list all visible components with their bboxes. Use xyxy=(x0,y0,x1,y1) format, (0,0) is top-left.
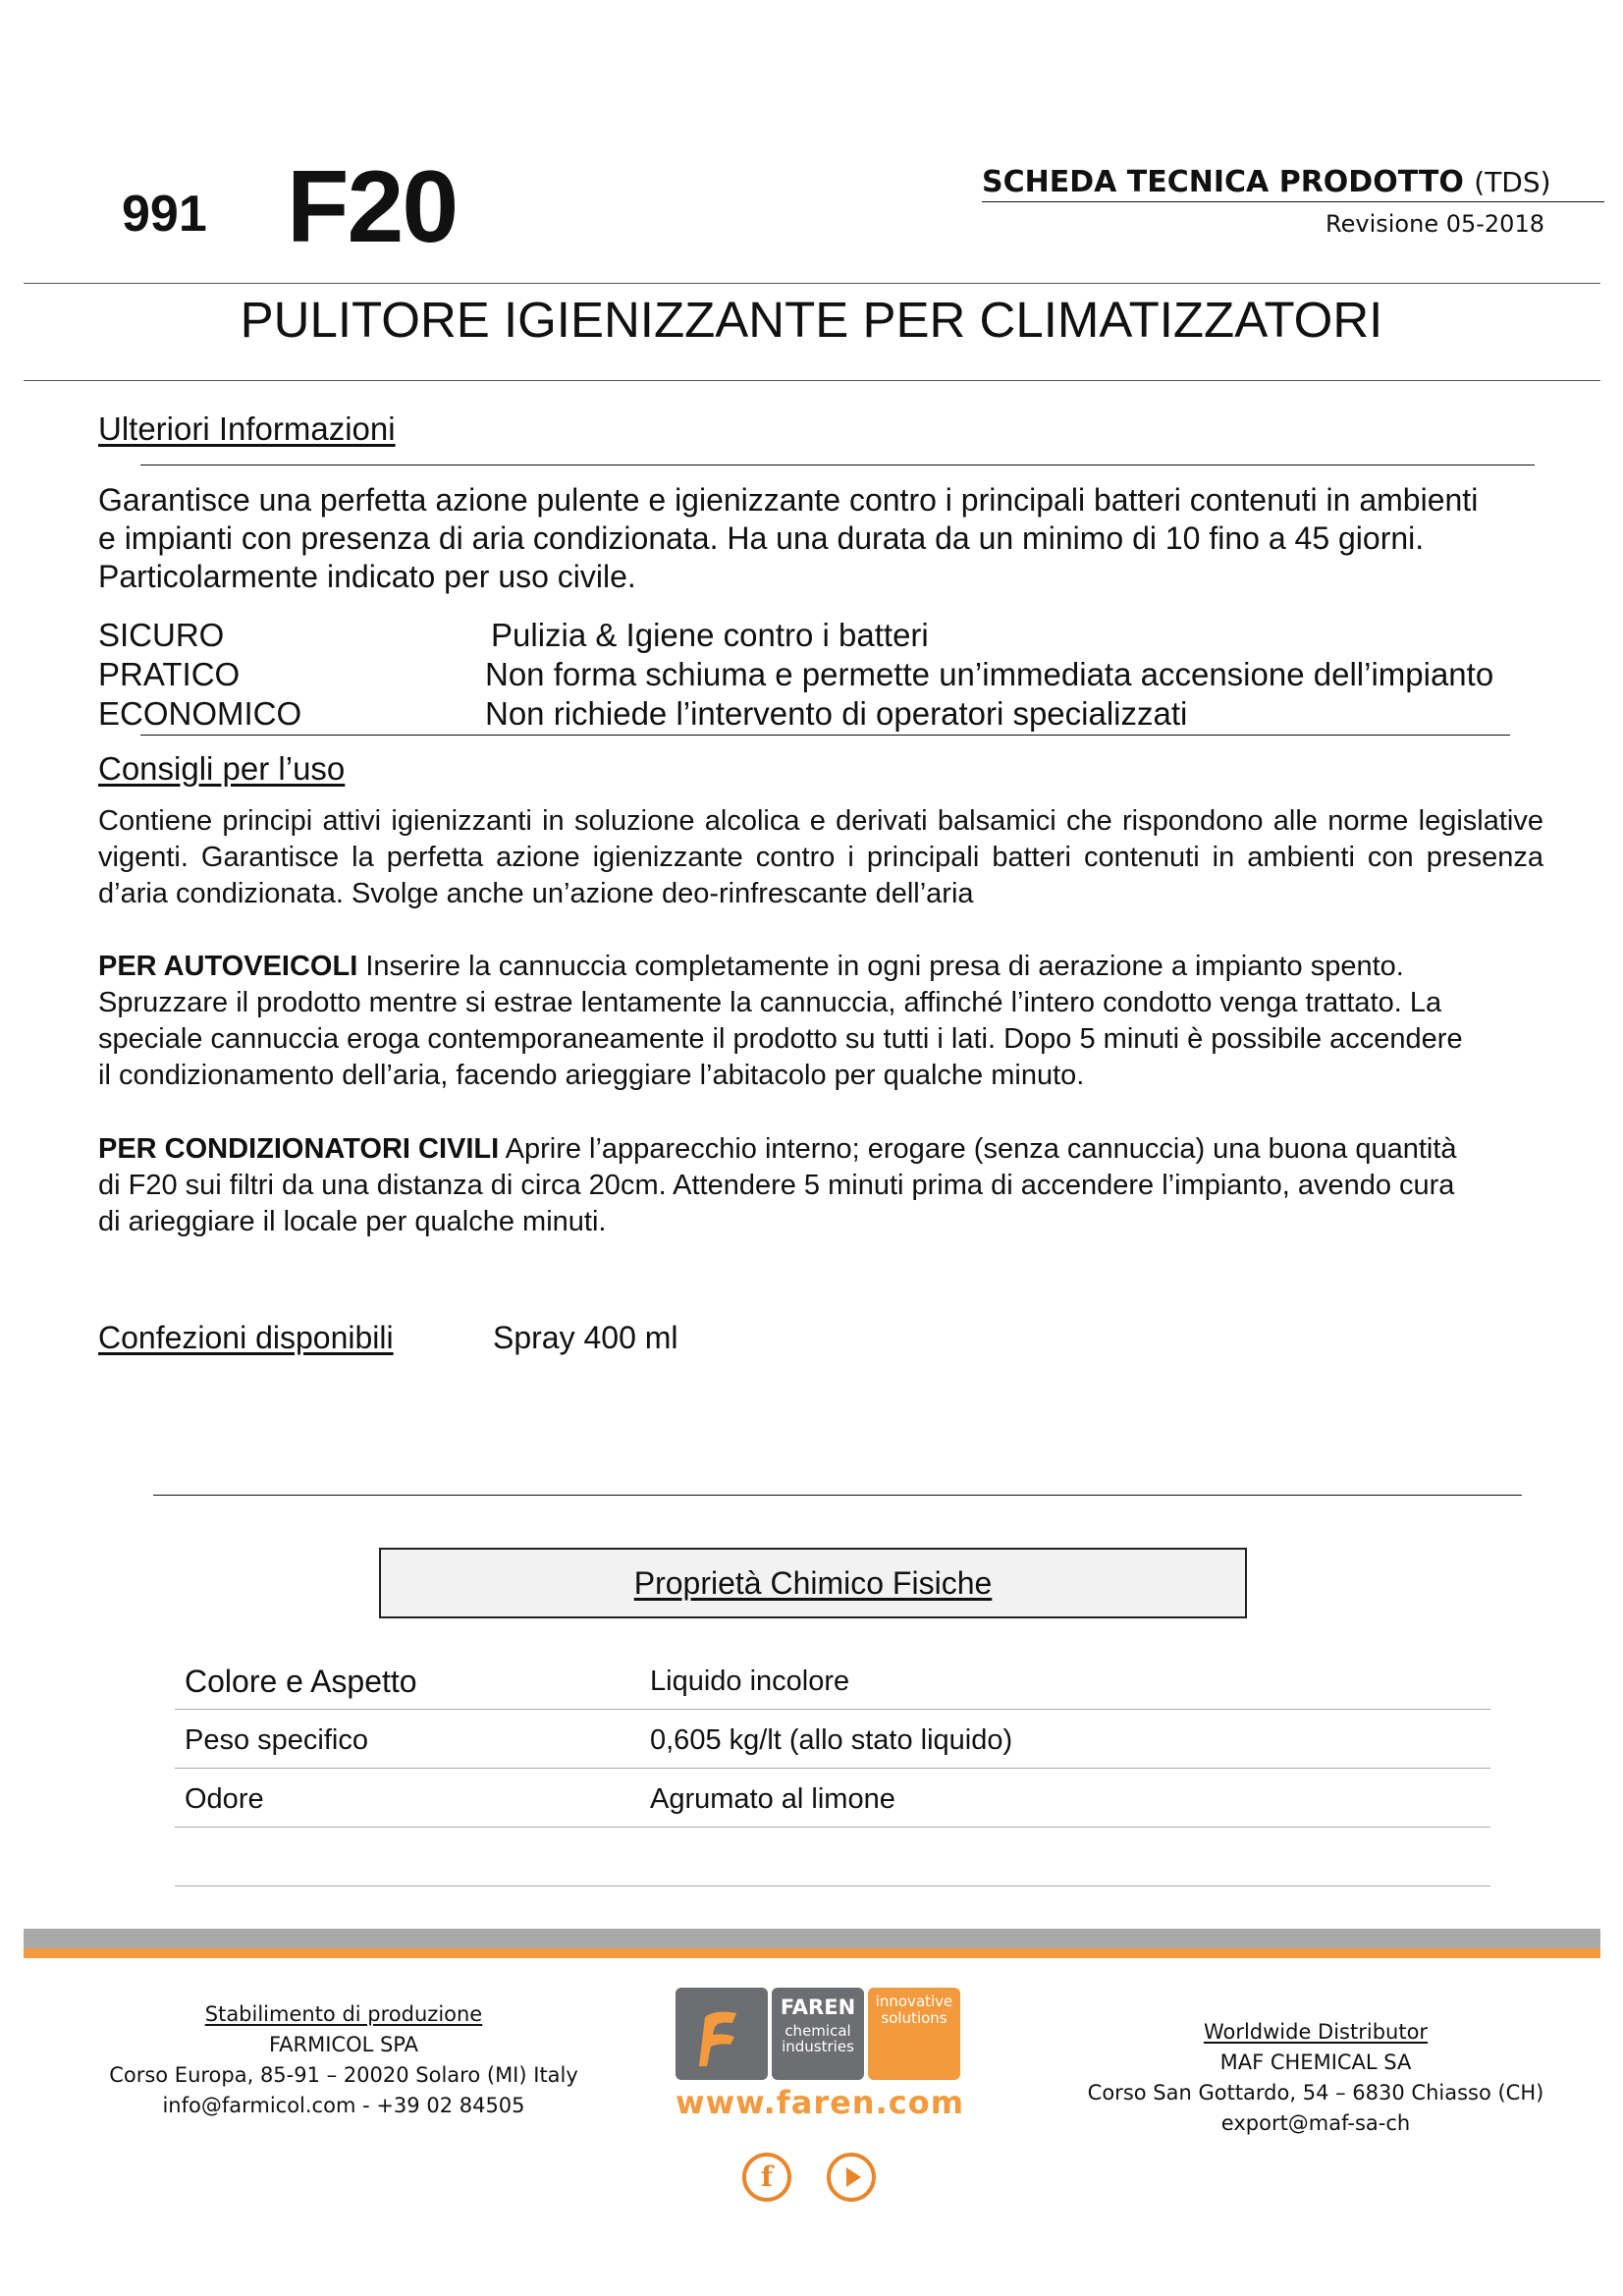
text-line: Particolarmente indicato per uso civile. xyxy=(98,559,636,594)
feature-key: PRATICO xyxy=(98,656,241,692)
divider xyxy=(24,380,1600,381)
feature-key: SICURO xyxy=(98,617,225,653)
table-row xyxy=(175,1768,1490,1828)
footer-distributor-contact: export@maf-sa-ch xyxy=(1220,2111,1411,2135)
text-line: di arieggiare il locale per qualche minuti. xyxy=(98,1206,607,1237)
footer-producer-contact: info@farmicol.com - +39 02 84505 xyxy=(162,2094,525,2117)
feature-value: Non richiede l’intervento di operatori specializzati xyxy=(485,695,1188,732)
feature-value: Pulizia & Igiene contro i batteri xyxy=(491,617,929,653)
product-code: F20 xyxy=(287,150,458,264)
product-name: PULITORE IGIENIZZANTE PER CLIMATIZZATORI xyxy=(240,292,1383,348)
logo-flame-icon xyxy=(676,1988,768,2080)
properties-heading: Proprietà Chimico Fisiche xyxy=(633,1565,993,1601)
faren-logo xyxy=(676,1988,974,2214)
table-row xyxy=(175,1650,1490,1710)
property-name: Odore xyxy=(185,1783,264,1815)
further-info-heading: Ulteriori Informazioni xyxy=(98,410,396,447)
facebook-icon[interactable]: f xyxy=(742,2153,791,2202)
doc-type-underline xyxy=(982,201,1604,202)
footer-distributor-company: MAF CHEMICAL SA xyxy=(1219,2050,1412,2074)
text-line: il condizionamento dell’aria, facendo arieggiare l’abitacolo per qualche minuto. xyxy=(98,1060,1085,1091)
footer-distributor-heading: Worldwide Distributor xyxy=(1203,2020,1429,2044)
text-line: Inserire la cannuccia completamente in ogni presa di aerazione a impianto spento. xyxy=(357,951,1404,982)
usage-civil-label: PER CONDIZIONATORI CIVILI xyxy=(98,1133,500,1165)
footer-band-orange xyxy=(24,1948,1600,1958)
logo-url[interactable]: www.faren.com xyxy=(676,2084,965,2121)
doc-type xyxy=(982,165,1551,199)
logo-tagline-tile xyxy=(868,1988,960,2080)
packaging-heading: Confezioni disponibili xyxy=(98,1320,394,1355)
footer-producer xyxy=(98,1999,589,2121)
footer-band-grey xyxy=(24,1929,1600,1948)
text-line: Aprire l’apparecchio interno; erogare (senza cannuccia) una buona quantità xyxy=(499,1133,1457,1165)
play-icon[interactable] xyxy=(827,2153,876,2202)
divider xyxy=(24,283,1600,284)
footer-producer-company: FARMICOL SPA xyxy=(268,2033,418,2056)
text-line: di F20 sui filtri da una distanza di circa 20cm. Attendere 5 minuti prima di accendere l’impianto, avendo cura xyxy=(98,1170,1455,1201)
product-number: 991 xyxy=(122,186,207,243)
feature-value: Non forma schiuma e permette un’immediata accensione dell’impianto xyxy=(485,656,1494,692)
property-name: Peso specifico xyxy=(185,1724,368,1756)
section-rule xyxy=(140,735,1510,736)
logo-brand: FAREN xyxy=(780,1995,856,2019)
usage-intro: Contiene principi attivi igienizzanti in soluzione alcolica e derivati balsamici che rispondono alle norme legislative vigenti. Garantisce la perfetta azione igienizzante contro i principali batteri contenuti in ambienti con presenza d’aria condizionata. Svolge anche un’azione deo-rinfrescante dell’aria xyxy=(98,805,1543,909)
doc-type-suffix: (TDS) xyxy=(1474,166,1551,198)
property-value: Agrumato al limone xyxy=(650,1783,895,1815)
doc-type-label: SCHEDA TECNICA PRODOTTO xyxy=(982,165,1464,199)
footer-producer-address: Corso Europa, 85-91 – 20020 Solaro (MI) Italy xyxy=(109,2063,578,2087)
usage-auto-label: PER AUTOVEICOLI xyxy=(98,951,358,982)
text-line: e impianti con presenza di aria condizionata. Ha una durata da un minimo di 10 fino a 45 giorni. xyxy=(98,520,1425,556)
logo-sub2: industries xyxy=(782,2038,854,2055)
footer-producer-heading: Stabilimento di produzione xyxy=(204,2002,483,2026)
footer-distributor-address: Corso San Gottardo, 54 – 6830 Chiasso (CH) xyxy=(1087,2081,1544,2105)
table-row xyxy=(175,1827,1490,1886)
table-row xyxy=(175,1709,1490,1769)
text-line: Spruzzare il prodotto mentre si estrae lentamente la cannuccia, affinché l’intero condotto venga trattato. La xyxy=(98,987,1442,1018)
packaging-value: Spray 400 ml xyxy=(493,1320,678,1355)
logo-sub1: chemical xyxy=(784,2022,851,2040)
properties-heading-box xyxy=(379,1548,1247,1618)
logo-tag1: innovative xyxy=(875,1993,953,2010)
section-rule xyxy=(153,1495,1522,1496)
logo-mark-tile xyxy=(676,1988,768,2080)
feature-key: ECONOMICO xyxy=(98,695,302,732)
footer-distributor xyxy=(1070,2017,1561,2139)
usage-civil xyxy=(98,1131,1551,1240)
text-line: speciale cannuccia eroga contemporaneamente il prodotto su tutti i lati. Dopo 5 minuti è possibile accendere xyxy=(98,1023,1463,1055)
further-info-text xyxy=(98,481,1551,596)
property-name: Colore e Aspetto xyxy=(185,1664,417,1699)
text-line: Garantisce una perfetta azione pulente e igienizzante contro i principali batteri contenuti in ambienti xyxy=(98,482,1479,518)
logo-brand-tile xyxy=(772,1988,864,2080)
property-value: Liquido incolore xyxy=(650,1666,850,1697)
usage-heading: Consigli per l’uso xyxy=(98,750,346,787)
logo-tag2: solutions xyxy=(881,2009,947,2027)
revision: Revisione 05-2018 xyxy=(1325,210,1544,238)
usage-auto xyxy=(98,949,1551,1094)
property-value: 0,605 kg/lt (allo stato liquido) xyxy=(650,1724,1013,1756)
